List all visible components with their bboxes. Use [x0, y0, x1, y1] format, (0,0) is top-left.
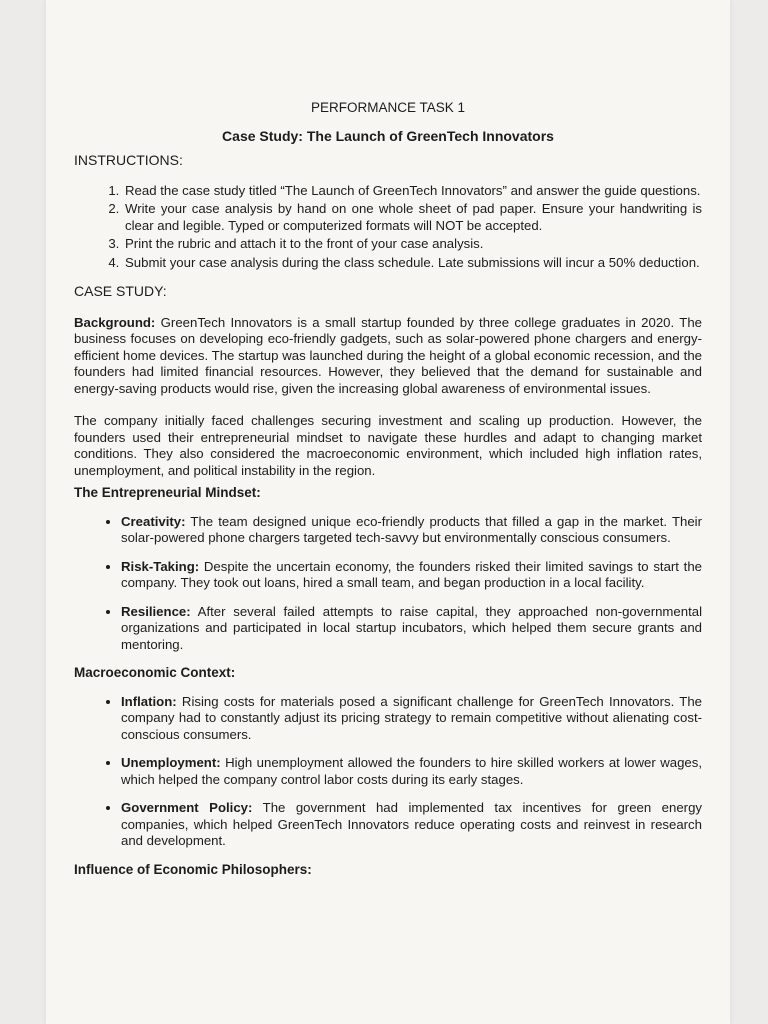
macro-item [121, 694, 702, 744]
challenges-paragraph: The company initially faced challenges securing investment and scaling up production. However, the founders used their entrepreneurial mindset to navigate these hurdles and adapt to changing market conditions. They also considered the macroeconomic environment, which included high inflation rates, unemployment, and political instability in the region. [74, 413, 702, 478]
bullet-text: After several failed attempts to raise capital, they approached non-governmental organizations and participated in local startup incubators, which helped them secure grants and mentoring. [121, 603, 702, 652]
bullet-term: Government Policy: [121, 800, 253, 815]
instruction-item: 1. Read the case study titled “The Launch of GreenTech Innovators” and answer the guide questions. [123, 183, 702, 200]
bullet-text: High unemployment allowed the founders to hire skilled workers at lower wages, which helped the company control labor costs during its early stages. [121, 755, 702, 787]
document-subtitle: Case Study: The Launch of GreenTech Innovators [222, 127, 554, 144]
bullet-term: Creativity: [121, 513, 186, 529]
instruction-item: 4. Submit your case analysis during the class schedule. Late submissions will incur a 50% deduction. [123, 255, 702, 272]
mindset-heading: The Entrepreneurial Mindset: [74, 485, 261, 500]
macro-heading: Macroeconomic Context: [74, 665, 236, 680]
mindset-item [121, 604, 702, 654]
background-paragraph [74, 315, 702, 398]
bullet-term: Resilience: [121, 603, 191, 619]
instructions-label: INSTRUCTIONS: [74, 152, 183, 168]
case-study-label: CASE STUDY: [74, 283, 167, 299]
document-title: PERFORMANCE TASK 1 [310, 100, 466, 115]
document-content [74, 100, 702, 890]
background-term: Background: [74, 314, 156, 330]
philosophies-heading: Influence of Economic Philosophers: [74, 861, 312, 877]
instruction-item: 3. Print the rubric and attach it to the front of your case analysis. [123, 236, 702, 253]
bullet-term: Unemployment: [121, 755, 221, 770]
background-text: GreenTech Innovators is a small startup founded by three college graduates in 2020. The business focuses on developing eco-friendly gadgets, such as solar-powered phone chargers and energy-efficient home devices. The startup was launched during the height of a global economic recession, and the founders had limited financial resources. However, they believed that the demand for sustainable and energy-saving products would rise, given the increasing global awareness of environmental issues. [74, 314, 702, 396]
macro-list [74, 694, 702, 850]
document-page [46, 0, 730, 1024]
macro-item [121, 755, 702, 788]
instruction-item: 2. Write your case analysis by hand on one whole sheet of pad paper. Ensure your handwriting is clear and legible. Typed or computerized formats will NOT be accepted. [123, 201, 702, 234]
bullet-text: Despite the uncertain economy, the founders risked their limited savings to start the company. They took out loans, hired a small team, and began production in a local facility. [121, 558, 702, 590]
bullet-term: Risk-Taking: [121, 558, 200, 574]
bullet-term: Inflation: [121, 693, 177, 709]
instructions-list [74, 183, 702, 272]
bullet-text: The team designed unique eco-friendly products that filled a gap in the market. Their solar-powered phone chargers targeted tech-savvy but environmentally conscious consumers. [121, 513, 702, 545]
bullet-text: The government had implemented tax incentives for green energy companies, which helped GreenTech Innovators reduce operating costs and reinvest in research and development. [121, 800, 702, 848]
mindset-item [121, 514, 702, 547]
bullet-text: Rising costs for materials posed a significant challenge for GreenTech Innovators. The company had to constantly adjust its pricing strategy to remain competitive without alienating cost-conscious consumers. [121, 693, 702, 742]
mindset-list [74, 514, 702, 654]
mindset-item [121, 559, 702, 592]
macro-item [121, 800, 702, 850]
